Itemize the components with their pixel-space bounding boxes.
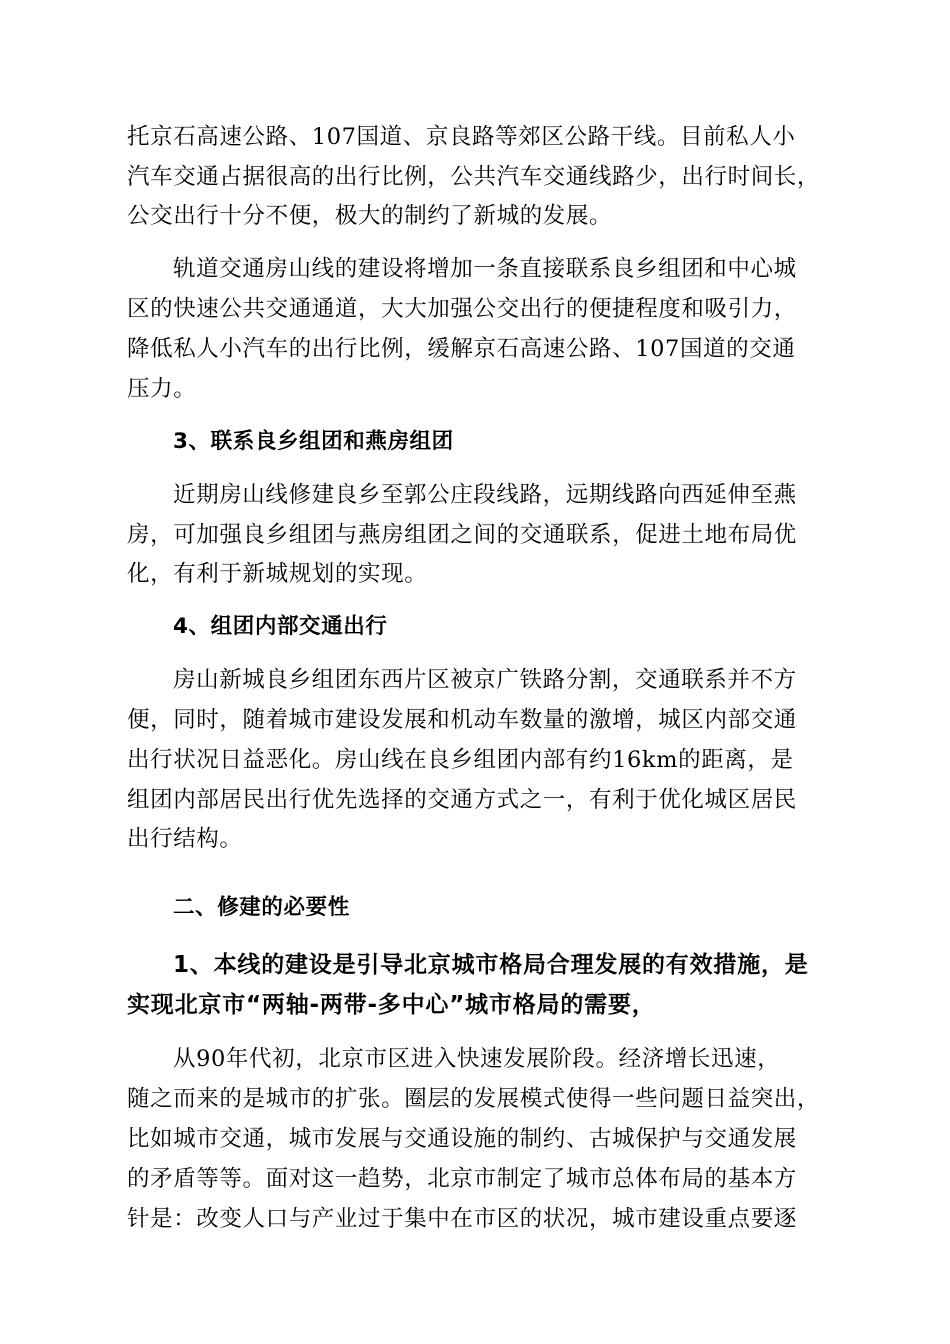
body-text-line: 便，同时，随着城市建设发展和机动车数量的激增，城区内部交通 <box>127 707 797 733</box>
body-text-line: 随之而来的是城市的扩张。圈层的发展模式使得一些问题日益突出， <box>127 1086 821 1112</box>
section-heading: 4、组团内部交通出行 <box>173 614 388 639</box>
body-text-line: 房，可加强良乡组团与燕房组团之间的交通联系，促进土地布局优 <box>127 522 797 548</box>
body-text-line: 组团内部居民出行优先选择的交通方式之一，有利于优化城区居民 <box>127 787 797 813</box>
body-text-line: 轨道交通房山线的建设将增加一条直接联系良乡组团和中心城 <box>173 256 797 282</box>
body-text-line: 比如城市交通，城市发展与交通设施的制约、古城保护与交通发展 <box>127 1126 797 1152</box>
body-text-line: 汽车交通占据很高的出行比例，公共汽车交通线路少，出行时间长， <box>127 164 821 190</box>
body-text-line: 化，有利于新城规划的实现。 <box>127 561 428 587</box>
body-text-line: 房山新城良乡组团东西片区被京广铁路分割，交通联系并不方 <box>173 667 797 693</box>
key-point-heading: 实现北京市“两轴-两带-多中心”城市格局的需要， <box>127 992 656 1018</box>
key-point-heading: 1、本线的建设是引导北京城市格局合理发展的有效措施，是 <box>173 952 809 978</box>
chapter-heading: 二、修建的必要性 <box>173 895 350 920</box>
body-text-line: 降低私人小汽车的出行比例，缓解京石高速公路、107国道的交通 <box>127 336 796 362</box>
body-text-line: 的矛盾等等。面对这一趋势，北京市制定了城市总体布局的基本方 <box>127 1166 797 1192</box>
body-text-line: 公交出行十分不便，极大的制约了新城的发展。 <box>127 203 613 229</box>
body-text-line: 出行状况日益恶化。房山线在良乡组团内部有约16km的距离，是 <box>127 747 794 773</box>
body-text-line: 托京石高速公路、107国道、京良路等郊区公路干线。目前私人小 <box>127 124 796 150</box>
body-text-line: 从90年代初，北京市区进入快速发展阶段。经济增长迅速， <box>173 1046 781 1072</box>
body-text-line: 出行结构。 <box>127 826 243 852</box>
body-text-line: 区的快速公共交通通道，大大加强公交出行的便捷程度和吸引力， <box>127 296 797 322</box>
body-text-line: 针是：改变人口与产业过于集中在市区的状况，城市建设重点要逐 <box>127 1206 797 1232</box>
body-text-line: 近期房山线修建良乡至郭公庄段线路，远期线路向西延伸至燕 <box>173 482 797 508</box>
body-text-line: 压力。 <box>127 376 197 402</box>
section-heading: 3、联系良乡组团和燕房组团 <box>173 429 454 454</box>
